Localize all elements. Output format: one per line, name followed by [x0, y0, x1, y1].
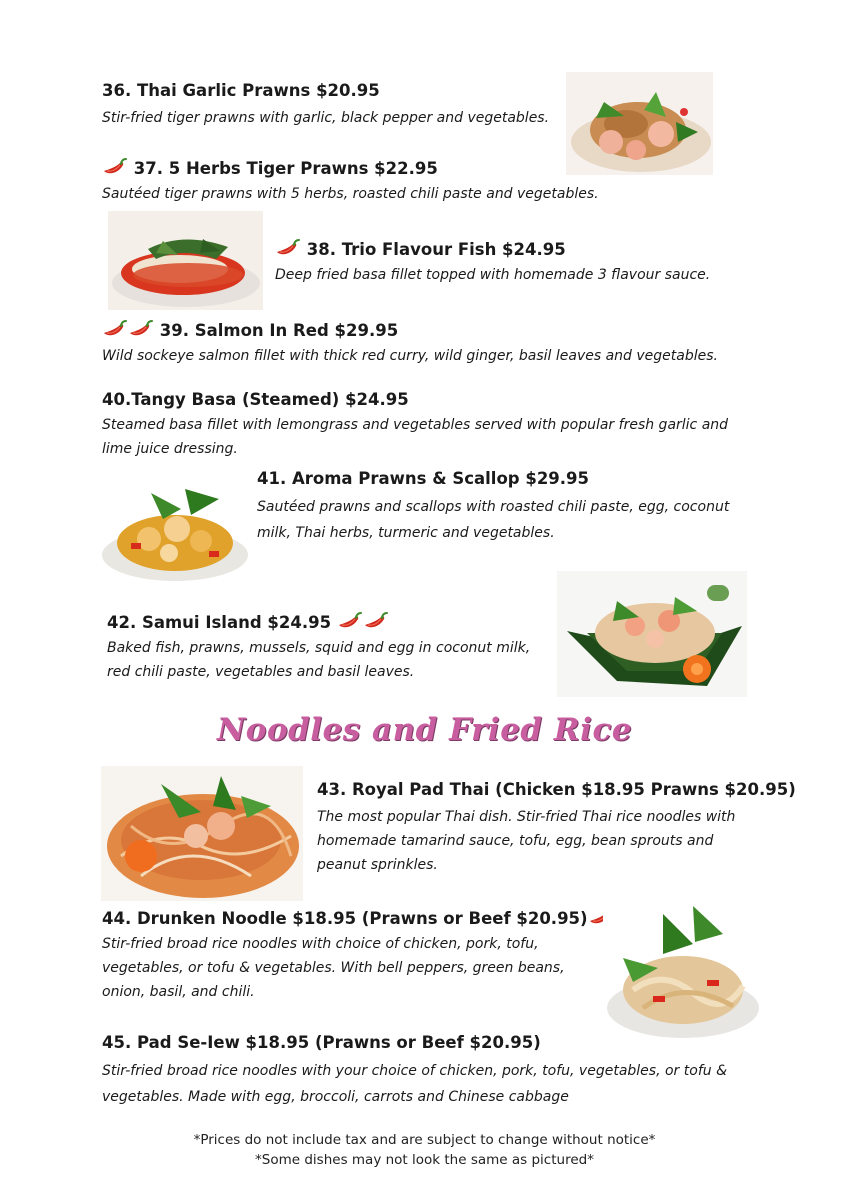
menu-item-45 [102, 1032, 742, 1110]
item-title: 42. Samui Island $24.95 [107, 613, 332, 632]
menu-item-44 [102, 907, 597, 1004]
item-description: Stir-fried tiger prawns with garlic, black pepper and vegetables. [102, 110, 550, 126]
item-description: Stir-fried broad rice noodles with choice of chicken, pork, tofu, vegetables, or tofu & vegetables. With bell peppers, green beans, onion, basil, and chili. [102, 936, 565, 1000]
item-title: 41. Aroma Prawns & Scallop $29.95 [257, 469, 590, 488]
section-title: Noodles and Fried Rice [216, 712, 633, 748]
footer-note-pictured: *Some dishes may not look the same as pictured* [255, 1152, 594, 1168]
item-description: Steamed basa fillet with lemongrass and vegetables served with popular fresh garlic and lime juice dressing. [102, 417, 729, 457]
chili-pepper-icon [102, 319, 128, 339]
item-title: 40.Tangy Basa (Steamed) $24.95 [102, 390, 409, 409]
drunken-noodle-photo [603, 898, 760, 1041]
item-description: The most popular Thai dish. Stir-fried Thai rice noodles with homemade tamarind sauce, tofu, egg, bean sprouts and peanut sprinkles. [317, 809, 736, 873]
menu-item-42 [107, 611, 557, 684]
item-description: Stir-fried broad rice noodles with your choice of chicken, pork, tofu, vegetables, or tofu & vegetables. Made with egg, broccoli, carrots and Chinese cabbage [102, 1063, 727, 1105]
item-title: 44. Drunken Noodle $18.95 (Prawns or Beef $20.95) [102, 909, 588, 928]
royal-pad-thai-photo [101, 766, 303, 901]
footer-notes [0, 1130, 849, 1170]
trio-flavour-fish-photo [108, 211, 263, 310]
item-title: 38. Trio Flavour Fish $24.95 [306, 240, 566, 259]
menu-item-38 [275, 238, 735, 287]
menu-item-40 [102, 389, 762, 461]
samui-island-photo [557, 571, 747, 697]
item-title: 39. Salmon In Red $29.95 [159, 321, 399, 340]
item-description: Deep fried basa fillet topped with homemade 3 flavour sauce. [275, 267, 711, 283]
item-title: 45. Pad Se-Iew $18.95 (Prawns or Beef $20.95) [102, 1033, 541, 1052]
chili-pepper-icon [337, 611, 363, 631]
footer-note-tax: *Prices do not include tax and are subject to change without notice* [193, 1132, 656, 1148]
chili-pepper-icon [275, 238, 301, 258]
item-description: Wild sockeye salmon fillet with thick red curry, wild ginger, basil leaves and vegetables. [102, 348, 718, 364]
item-description: Sautéed tiger prawns with 5 herbs, roasted chili paste and vegetables. [102, 186, 599, 202]
menu-item-41 [257, 468, 737, 546]
aroma-prawns-scallop-photo [101, 469, 249, 582]
menu-item-39 [102, 319, 762, 368]
item-title: 43. Royal Pad Thai (Chicken $18.95 Prawns $20.95) [317, 780, 796, 799]
menu-item-37 [102, 157, 662, 206]
menu-item-43 [317, 779, 796, 877]
chili-pepper-icon [363, 611, 389, 631]
item-title: 36. Thai Garlic Prawns $20.95 [102, 81, 380, 100]
item-description: Sautéed prawns and scallops with roasted chili paste, egg, coconut milk, Thai herbs, turmeric and vegetables. [257, 499, 730, 541]
item-title: 37. 5 Herbs Tiger Prawns $22.95 [133, 159, 438, 178]
item-description: Baked fish, prawns, mussels, squid and egg in coconut milk, red chili paste, vegetables and basil leaves. [107, 640, 531, 680]
chili-pepper-icon [102, 157, 128, 177]
chili-pepper-icon [128, 319, 154, 339]
menu-item-36 [102, 80, 552, 130]
